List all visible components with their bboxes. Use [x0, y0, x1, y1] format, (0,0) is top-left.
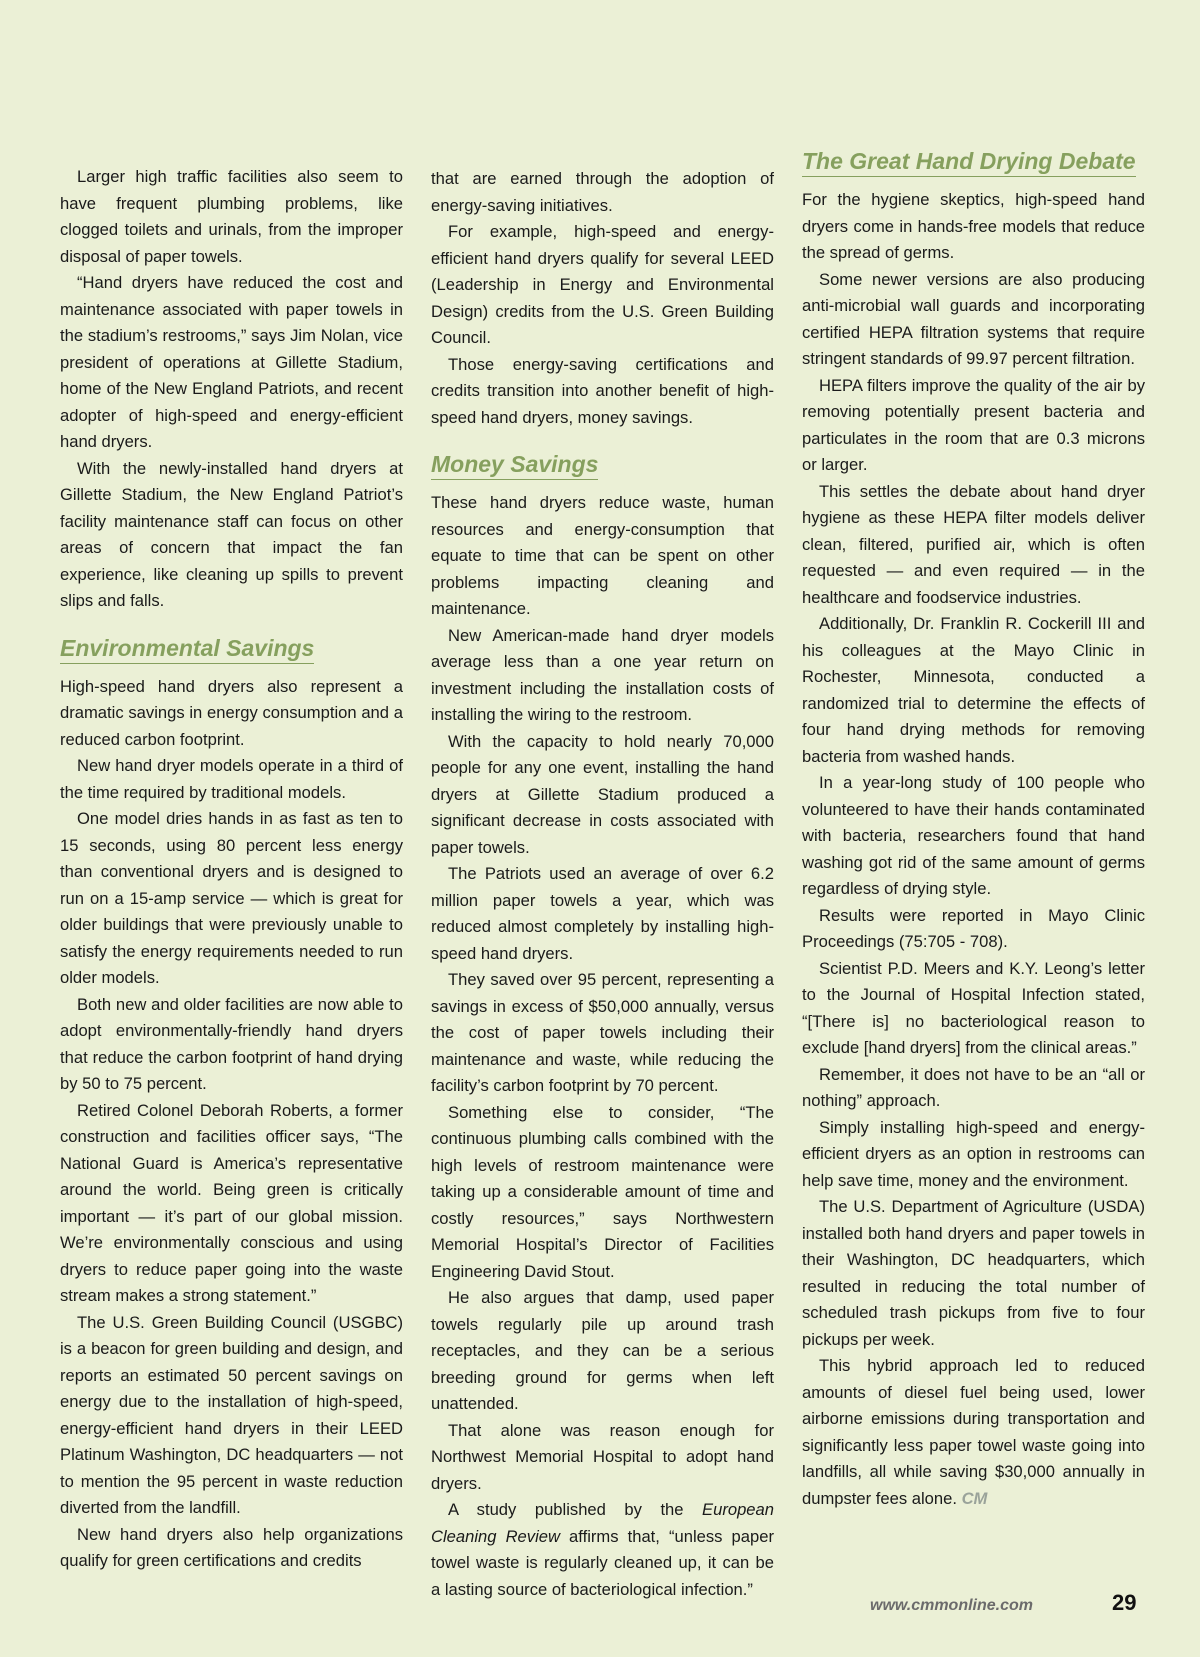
paragraph: The U.S. Department of Agriculture (USDA) installed both hand dryers and paper towels in their Washington, DC headquarters, which resulted in reducing the total number of scheduled trash pickups from five to four pickups per week.	[802, 1197, 1145, 1349]
paragraph: Retired Colonel Deborah Roberts, a former construction and facilities officer says, “The National Guard is America’s representative around the world. Being green is critically important — it’s part of our global mission. We’re environmentally conscious and using dryers to reduce paper going into the waste stream makes a strong statement.”	[60, 1100, 403, 1305]
paragraph: For example, high-speed and energy-efficient hand dryers qualify for several LEED (Leadership in Energy and Environmental Design) credits from the U.S. Green Building Council.	[431, 222, 774, 347]
paragraph: that are earned through the adoption of energy-saving initiatives.	[431, 169, 774, 215]
section-heading-environmental-savings: Environmental Savings	[60, 633, 314, 664]
paragraph: Simply installing high-speed and energy-efficient dryers as an option in restrooms can help save time, money and the environment.	[802, 1117, 1145, 1190]
paragraph: “Hand dryers have reduced the cost and maintenance associated with paper towels in the stadium’s restrooms,” says Jim Nolan, vice president of operations at Gillette Stadium, home of the New England Patriots, and recent adopter of high-speed and energy-efficient hand dryers.	[60, 273, 403, 451]
article-column-3	[802, 146, 1145, 1512]
article-column-1	[60, 164, 403, 1575]
paragraph: New hand dryers also help organizations qualify for green certifications and credits	[60, 1524, 403, 1570]
paragraph: One model dries hands in as fast as ten to 15 seconds, using 80 percent less energy than conventional dryers and is designed to run on a 15-amp service — which is great for older buildings that were previously unable to satisfy the energy requirements needed to run older models.	[60, 809, 403, 987]
paragraph: They saved over 95 percent, representing a savings in excess of $50,000 annually, versus the cost of paper towels including their maintenance and waste, while reducing the facility’s carbon footprint by 70 percent.	[431, 970, 774, 1095]
text-run: A study published by the	[448, 1500, 703, 1519]
text-run: This hybrid approach led to reduced amounts of diesel fuel being used, lower airborne emissions during transportation and significantly less paper towel waste going into landfills, all while saving $30,000 annually in dumpster fees alone.	[802, 1356, 1145, 1508]
footer-url: www.cmmonline.com	[870, 1597, 1033, 1614]
paragraph: Additionally, Dr. Franklin R. Cockerill III and his colleagues at the Mayo Clinic in Rochester, Minnesota, conducted a randomized trial to determine the effects of four hand drying methods for removing bacteria from washed hands.	[802, 614, 1145, 766]
text-run: affirms that, “unless paper towel waste is regularly cleaned up, it can be a lasting source of bacteriological infection.”	[431, 1526, 774, 1599]
paragraph: HEPA filters improve the quality of the air by removing potentially present bacteria and particulates in the room that are 0.3 microns or larger.	[802, 375, 1145, 474]
paragraph: Larger high traffic facilities also seem to have frequent plumbing problems, like clogged toilets and urinals, from the improper disposal of paper towels.	[60, 167, 403, 266]
section-heading-hand-drying-debate: The Great Hand Drying Debate	[802, 146, 1136, 177]
paragraph	[802, 1353, 1145, 1512]
paragraph: That alone was reason enough for Northwest Memorial Hospital to adopt hand dryers.	[431, 1420, 774, 1493]
paragraph: In a year-long study of 100 people who volunteered to have their hands contaminated with bacteria, researchers found that hand washing got rid of the same amount of germs regardless of drying style.	[802, 773, 1145, 898]
paragraph: Some newer versions are also producing anti-microbial wall guards and incorporating certified HEPA filtration systems that require stringent standards of 99.97 percent filtration.	[802, 269, 1145, 368]
paragraph: He also argues that damp, used paper towels regularly pile up around trash receptacles, and they can be a serious breeding ground for germs when left unattended.	[431, 1288, 774, 1413]
paragraph: These hand dryers reduce waste, human resources and energy-consumption that equate to time that can be spent on other problems impacting cleaning and maintenance.	[431, 493, 774, 618]
paragraph: The Patriots used an average of over 6.2 million paper towels a year, which was reduced almost completely by installing high-speed hand dryers.	[431, 864, 774, 963]
article-column-2	[431, 166, 774, 1603]
paragraph: This settles the debate about hand dryer hygiene as these HEPA filter models deliver clean, filtered, purified air, which is often requested — and even required — in the healthcare and foodservice industries.	[802, 481, 1145, 607]
end-mark: CM	[961, 1488, 988, 1508]
paragraph: Scientist P.D. Meers and K.Y. Leong’s letter to the Journal of Hospital Infection stated, “[There is] no bacteriological reason to exclude [hand dryers] from the clinical areas.”	[802, 958, 1145, 1057]
paragraph: New American-made hand dryer models average less than a one year return on investment including the installation costs of installing the wiring to the restroom.	[431, 625, 774, 724]
paragraph: With the newly-installed hand dryers at Gillette Stadium, the New England Patriot’s facility maintenance staff can focus on other areas of concern that impact the fan experience, like cleaning up spills to prevent slips and falls.	[60, 458, 403, 610]
paragraph	[431, 1497, 774, 1603]
publication-title: European Cleaning Review	[431, 1500, 774, 1546]
section-heading-money-savings: Money Savings	[431, 449, 598, 480]
paragraph: With the capacity to hold nearly 70,000 people for any one event, installing the hand dryers at Gillette Stadium produced a significant decrease in costs associated with paper towels.	[431, 731, 774, 857]
paragraph: Those energy-saving certifications and credits transition into another benefit of high-speed hand dryers, money savings.	[431, 354, 774, 427]
paragraph: Both new and older facilities are now able to adopt environmentally-friendly hand dryers that reduce the carbon footprint of hand drying by 50 to 75 percent.	[60, 994, 403, 1093]
paragraph: New hand dryer models operate in a third of the time required by traditional models.	[60, 756, 403, 802]
paragraph: Remember, it does not have to be an “all or nothing” approach.	[802, 1064, 1145, 1110]
paragraph: For the hygiene skeptics, high-speed hand dryers come in hands-free models that reduce the spread of germs.	[802, 190, 1145, 262]
paragraph: The U.S. Green Building Council (USGBC) is a beacon for green building and design, and reports an estimated 50 percent savings on energy due to the installation of high-speed, energy-efficient hand dryers in their LEED Platinum Washington, DC headquarters — not to mention the 95 percent in waste reduction diverted from the landfill.	[60, 1312, 403, 1517]
paragraph: Something else to consider, “The continuous plumbing calls combined with the high levels of restroom maintenance were taking up a considerable amount of time and costly resources,” says Northwestern Memorial Hospital’s Director of Facilities Engineering David Stout.	[431, 1102, 774, 1281]
paragraph: High-speed hand dryers also represent a dramatic savings in energy consumption and a reduced carbon footprint.	[60, 676, 403, 749]
page-number: 29	[1112, 1590, 1137, 1615]
paragraph: Results were reported in Mayo Clinic Proceedings (75:705 - 708).	[802, 905, 1145, 951]
